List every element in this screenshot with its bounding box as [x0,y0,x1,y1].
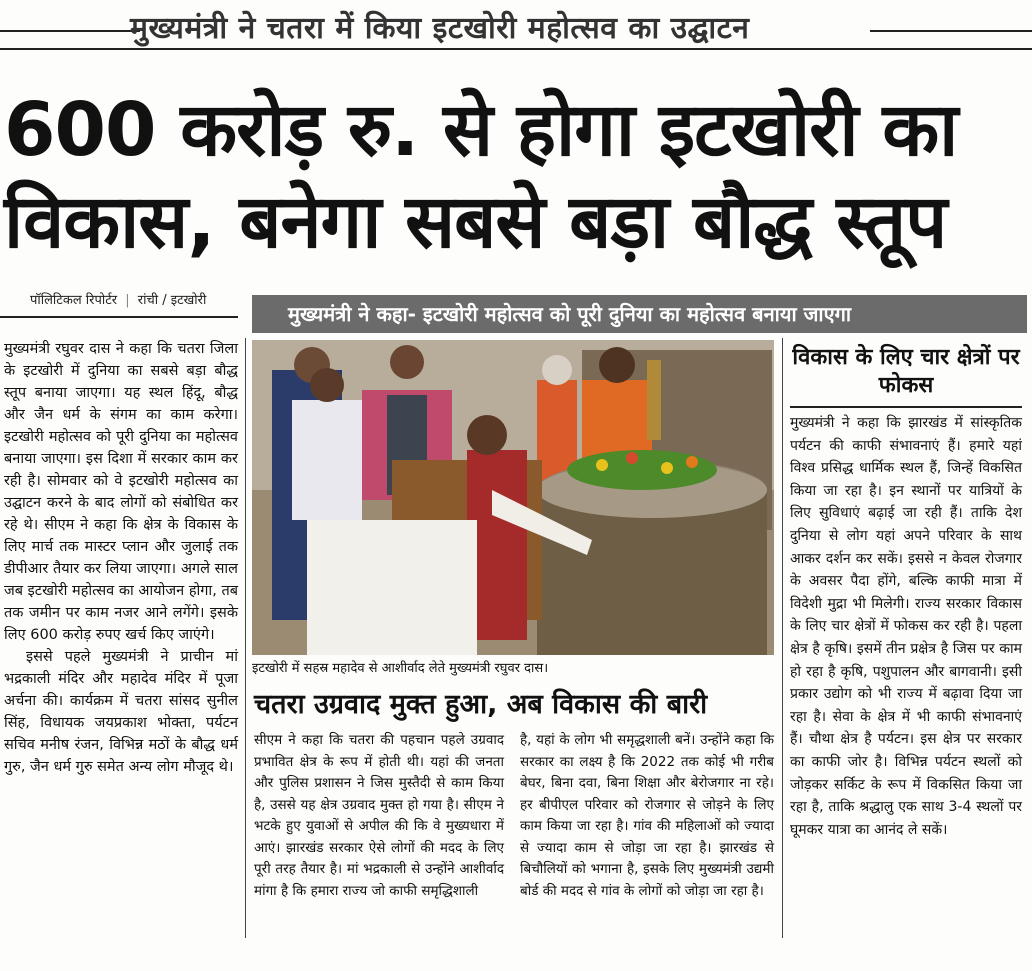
sidebar-rule [790,406,1022,408]
sub-story-column-2-text: है, यहां के लोग भी समृद्धशाली बनें। उन्होंने कहा कि सरकार का लक्ष्य है कि 2022 तक कोई भी गरीब बेघर, बिना दवा, बिना शिक्षा और बेरोजगार ना रहे। हर बीपीएल परिवार को रोजगार से जोड़ने के लिए काम किया जा रहा है। गांव की महिलाओं को ज्यादा से ज्यादा काम से जोड़ा जा रहा है। झारखंड से बिचौलियों को भगाना है, इसके लिए मुख्यमंत्री उद्यमी बोर्ड की मदद से गांव के लोगों को जोड़ा जा रहा है। [520,732,774,899]
kicker [0,0,1032,56]
byline [30,290,206,308]
kicker-text: मुख्यमंत्री ने चतरा में किया इटखोरी महोत्सव का उद्घाटन [130,11,750,46]
byline-separator: | [125,293,130,308]
sub-story-column-1-text: सीएम ने कहा कि चतरा की पहचान पहले उग्रवाद प्रभावित क्षेत्र के रूप में होती थी। यहां की जनता और पुलिस प्रशासन ने जिस मुस्तैदी से काम किया है, उससे यह क्षेत्र उग्रवाद मुक्त हो गया है। सीएम ने भटके हुए युवाओं से अपील की कि वे मुख्यधारा में आएं। झारखंड सरकार ऐसे लोगों की मदद के लिए पूरी तरह तैयार है। मां भद्रकाली से उन्होंने आशीर्वाद मांगा है कि हमारा राज्य जो काफी समृद्धिशाली [254,732,504,899]
headline-line-1: 600 करोड़ रु. से होगा इटखोरी का [4,87,958,173]
byline-author: पॉलिटिकल रिपोर्टर [30,293,118,308]
headline-line-2: विकास, बनेगा सबसे बड़ा बौद्ध स्तूप [4,179,947,265]
news-photo [252,340,774,655]
sidebar-box [790,340,1022,940]
sidebar-title: विकास के लिए चार क्षेत्रों पर फोकस [792,345,1020,398]
left-column-paragraph-1: मुख्यमंत्री रघुवर दास ने कहा कि चतरा जिला के इटखोरी में दुनिया का सबसे बड़ा बौद्ध स्तूप बनाया जाएगा। यह स्थल हिंदू, बौद्ध और जैन धर्म के संगम का काम करेगा। इटखोरी महोत्सव को पूरी दुनिया का महोत्सव बनाया जाएगा। इस दिशा में सरकार काम कर रही है। सोमवार को वे इटखोरी महोत्सव का उद्घाटन करने के बाद लोगों को संबोधित कर रहे थे। सीएम ने कहा कि क्षेत्र के विकास के लिए मार्च तक मास्टर प्लान और जुलाई तक डीपीआर तैयार कर लिया जाएगा। अगले साल जब इटखोरी महोत्सव का आयोजन होगा, तब तक जमीन पर काम नजर आने लगेंगे। इसके लिए 600 करोड़ रुपए खर्च किए जाएंगे। [4,341,238,643]
kicker-rule-left [0,30,140,32]
sub-story-column-2 [520,730,774,902]
headline [4,84,1028,268]
sub-story-column-1 [254,730,504,902]
kicker-rule-right [870,30,1032,32]
photo-illustration [252,340,774,655]
byline-place: रांची / इटखोरी [137,293,207,308]
deck-banner: मुख्यमंत्री ने कहा- इटखोरी महोत्सव को पूरी दुनिया का महोत्सव बनाया जाएगा [252,295,1027,333]
column-divider-left [245,338,246,938]
left-column-rule [0,316,238,318]
left-column [4,338,238,778]
column-divider-right [782,338,783,938]
sub-story-headline: चतरा उग्रवाद मुक्त हुआ, अब विकास की बारी [254,689,708,720]
kicker-underline [0,48,1032,50]
left-column-paragraph-2: इससे पहले मुख्यमंत्री ने प्राचीन मां भद्रकाली मंदिर और महादेव मंदिर में पूजा अर्चना की। कार्यक्रम में चतरा सांसद सुनील सिंह, विधायक जयप्रकाश भोक्ता, पर्यटन सचिव मनीष रंजन, विभिन्न मठों के बौद्ध धर्म गुरु, जैन धर्म गुरु समेत अन्य लोग मौजूद थे। [4,649,238,775]
sidebar-body: मुख्यमंत्री ने कहा कि झारखंड में सांस्कृतिक पर्यटन की काफी संभावनाएं हैं। हमारे यहां विश्व प्रसिद्ध धार्मिक स्थल हैं, जिन्हें विकसित किया जा रहा है। इन स्थानों पर यात्रियों के लिए सुविधाएं बढ़ाई जा रही हैं। ताकि देश दुनिया से लोग यहां अपने परिवार के साथ आकर दर्शन कर सकें। इससे न केवल रोजगार के अवसर पैदा होंगे, बल्कि काफी मात्रा में विदेशी मुद्रा भी मिलेगी। राज्य सरकार विकास के लिए चार क्षेत्रों में फोकस कर रही है। पहला क्षेत्र है कृषि। इसमें तीन प्रक्षेत्र है जिस पर काम हो रहा है कृषि, पशुपालन और बागवानी। इसी प्रकार उद्योग को भी राज्य में बढ़ावा दिया जा रहा है। सेवा के क्षेत्र में भी काफी संभावनाएं हैं। चौथा क्षेत्र है पर्यटन। इस क्षेत्र पर सरकार का काफी जोर है। विभिन्न पर्यटन स्थलों को जोड़कर सर्किट के रूप में विकसित किया जा रहा है, ताकि श्रद्धालु एक साथ 3-4 स्थलों पर घूमकर यात्रा का आनंद ले सकें। [790,415,1022,838]
photo-caption: इटखोरी में सहस्र महादेव से आशीर्वाद लेते मुख्यमंत्री रघुवर दास। [252,661,549,676]
